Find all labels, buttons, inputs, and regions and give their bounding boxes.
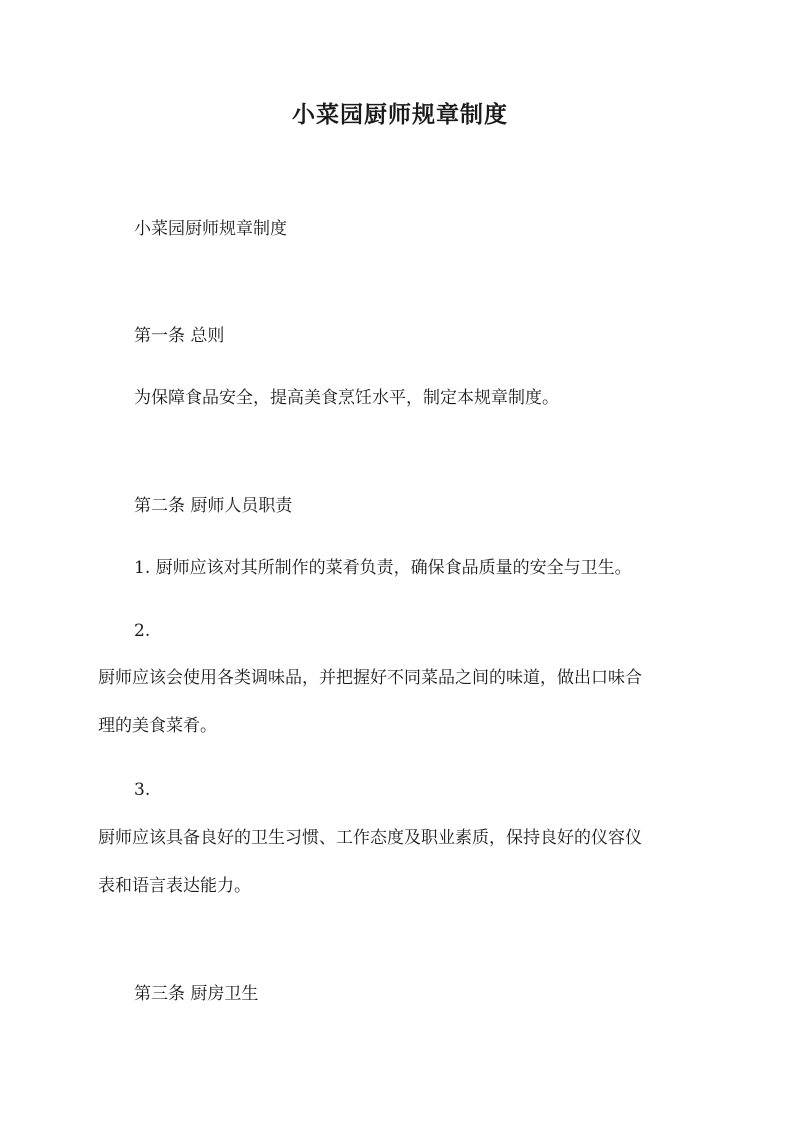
article2-item3-number: 3.	[134, 780, 151, 800]
article2-item3-line1: 厨师应该具备良好的卫生习惯、工作态度及职业素质，保持良好的仪容仪	[98, 828, 642, 848]
article1-heading: 第一条 总则	[134, 326, 225, 346]
article1-text: 为保障食品安全，提高美食烹饪水平，制定本规章制度。	[134, 388, 559, 408]
article2-item2-line2: 理的美食菜肴。	[98, 716, 217, 736]
document-subtitle: 小菜园厨师规章制度	[134, 219, 287, 239]
article2-item2-number: 2.	[134, 621, 151, 641]
article2-item3-line2: 表和语言表达能力。	[98, 876, 251, 896]
article3-heading: 第三条 厨房卫生	[134, 984, 259, 1004]
article2-heading: 第二条 厨师人员职责	[134, 496, 293, 516]
document-title: 小菜园厨师规章制度	[292, 101, 508, 128]
article2-item2-line1: 厨师应该会使用各类调味品，并把握好不同菜品之间的味道，做出口味合	[98, 668, 642, 688]
article2-item1: 1. 厨师应该对其所制作的菜肴负责，确保食品质量的安全与卫生。	[134, 558, 632, 578]
